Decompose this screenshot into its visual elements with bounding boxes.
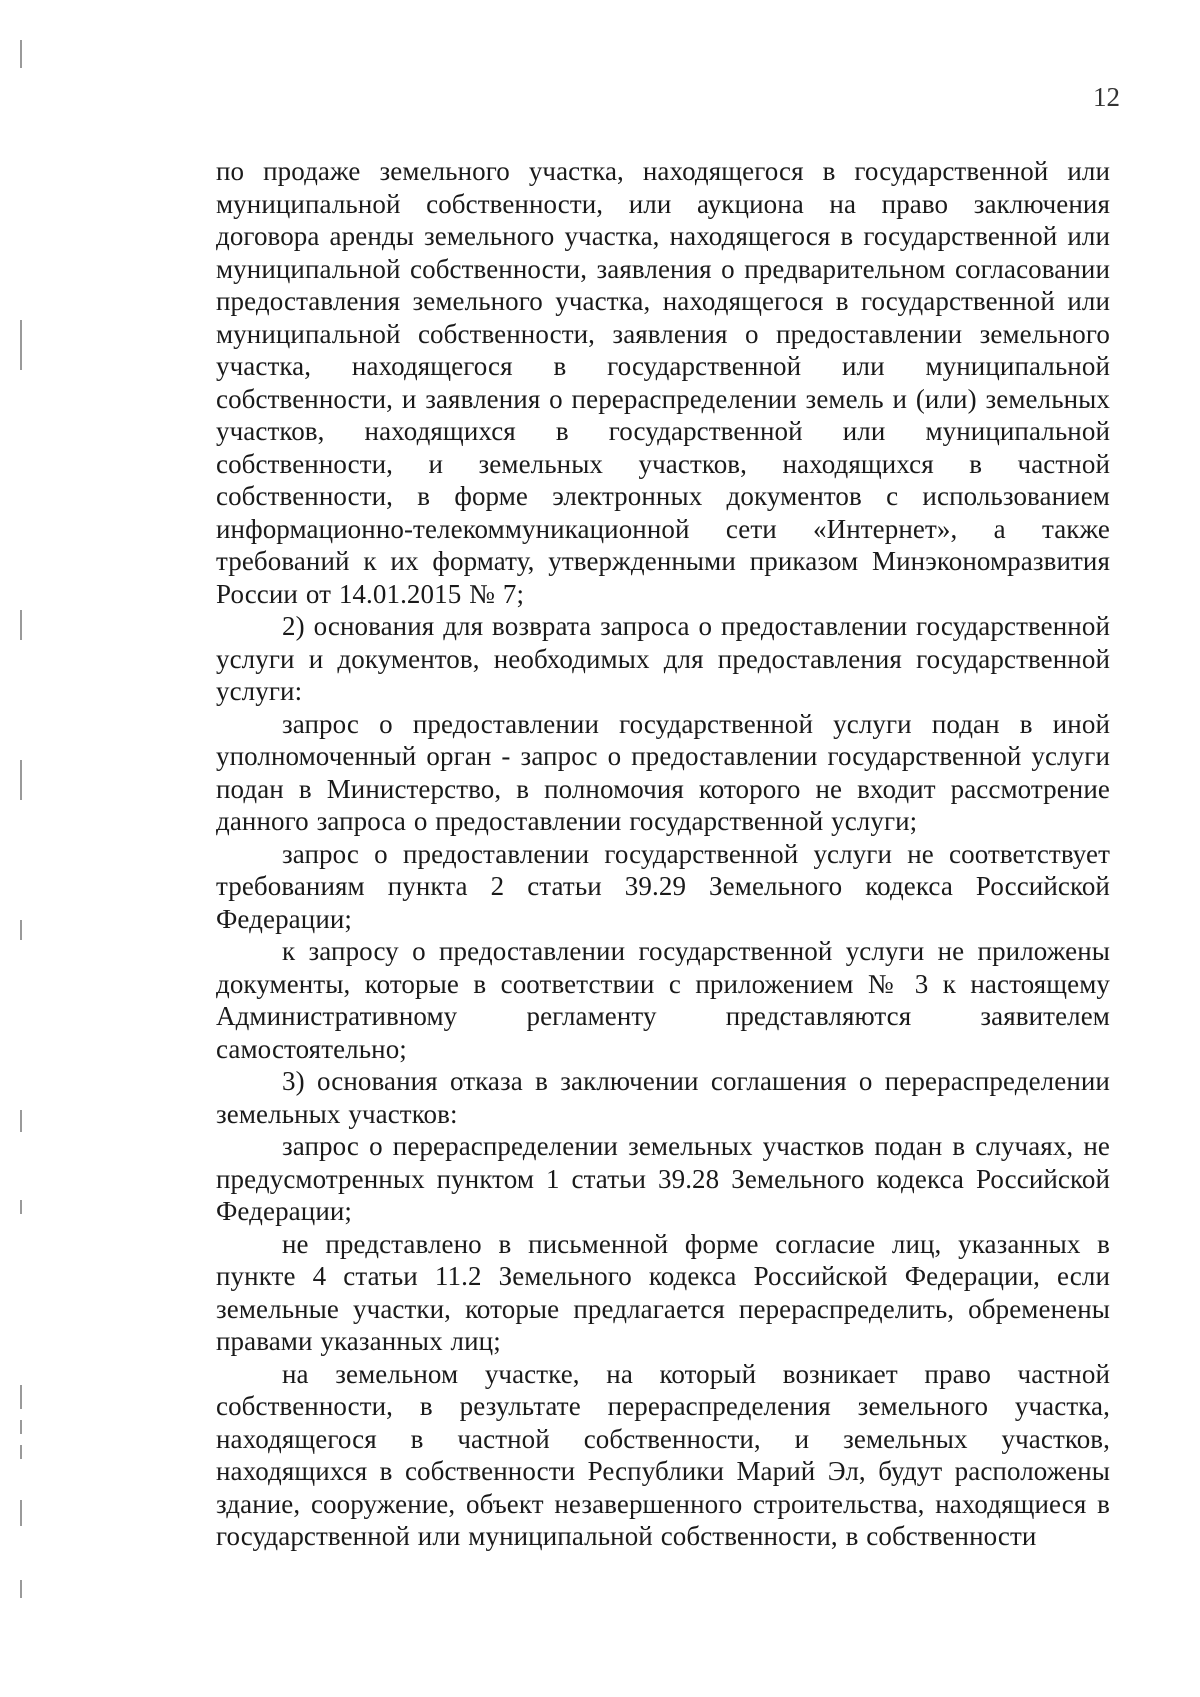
- paragraph: 2) основания для возврата запроса о предоставлении государственной услуги и документов, необходимых для предоставления государственной услуги:: [216, 611, 1110, 706]
- paragraph: запрос о предоставлении государственной услуги не соответствует требованиям пункта 2 статьи 39.29 Земельного кодекса Российской Федерации;: [216, 838, 1110, 934]
- scan-mark: [20, 920, 22, 940]
- scan-mark: [20, 1200, 22, 1214]
- scan-mark: [20, 1445, 22, 1459]
- paragraph: 3) основания отказа в заключении соглашения о перераспределении земельных участков:: [216, 1066, 1110, 1129]
- scan-mark: [20, 40, 22, 68]
- scan-mark: [20, 1500, 22, 1526]
- paragraph: на земельном участке, на который возникает право частной собственности, в результате перераспределения земельного участка, находящегося в частной собственности, и земельных участков, находящихся в собственности Республики Марий Эл, будут расположены здание, сооружение, объект незавершенного строительства, находящиеся в государственной или муниципальной собственности, в собственности: [216, 1358, 1110, 1551]
- scan-mark: [20, 1385, 22, 1409]
- paragraph: запрос о предоставлении государственной услуги подан в иной уполномоченный орган - запрос о предоставлении государственной услуги подан в Министерство, в полномочия которого не входит рассмотрение данного запроса о предоставлении государственной услуги;: [216, 708, 1110, 836]
- paragraph: запрос о перераспределении земельных участков подан в случаях, не предусмотренных пунктом 1 статьи 39.28 Земельного кодекса Российской Федерации;: [216, 1131, 1110, 1226]
- scan-mark: [20, 1110, 22, 1132]
- scan-mark: [20, 1580, 22, 1598]
- scan-mark: [20, 610, 22, 640]
- paragraph: по продаже земельного участка, находящегося в государственной или муниципальной собственности, или аукциона на право заключения договора аренды земельного участка, находящегося в государственной или муниципальной собственности, заявления о предварительном согласовании предоставления земельного участка, находящегося в государственной или муниципальной собственности, заявления о предоставлении земельного участка, находящегося в государственной или муниципальной собственности, и заявления о перераспределении земель и (или) земельных участков, находящихся в государственной или муниципальной собственности, и земельных участков, находящихся в частной собственности, в форме электронных документов с использованием информационно-телекоммуникационной сети «Интернет», а также требований к их формату, утвержденными приказом Минэкономразвития России от 14.01.2015 № 7;: [216, 156, 1110, 609]
- scan-edge-marks: [20, 0, 24, 1697]
- scan-mark: [20, 1420, 22, 1434]
- page-number: 12: [1093, 82, 1120, 112]
- scan-mark: [20, 320, 22, 370]
- scan-mark: [20, 760, 22, 800]
- document-body: [216, 155, 1110, 1553]
- paragraph: к запросу о предоставлении государственной услуги не приложены документы, которые в соответствии с приложением № 3 к настоящему Административному регламенту представляются заявителем самостоятельно;: [216, 936, 1110, 1064]
- paragraph: не представлено в письменной форме согласие лиц, указанных в пункте 4 статьи 11.2 Земельного кодекса Российской Федерации, если земельные участки, которые предлагается перераспределить, обременены правами указанных лиц;: [216, 1228, 1110, 1356]
